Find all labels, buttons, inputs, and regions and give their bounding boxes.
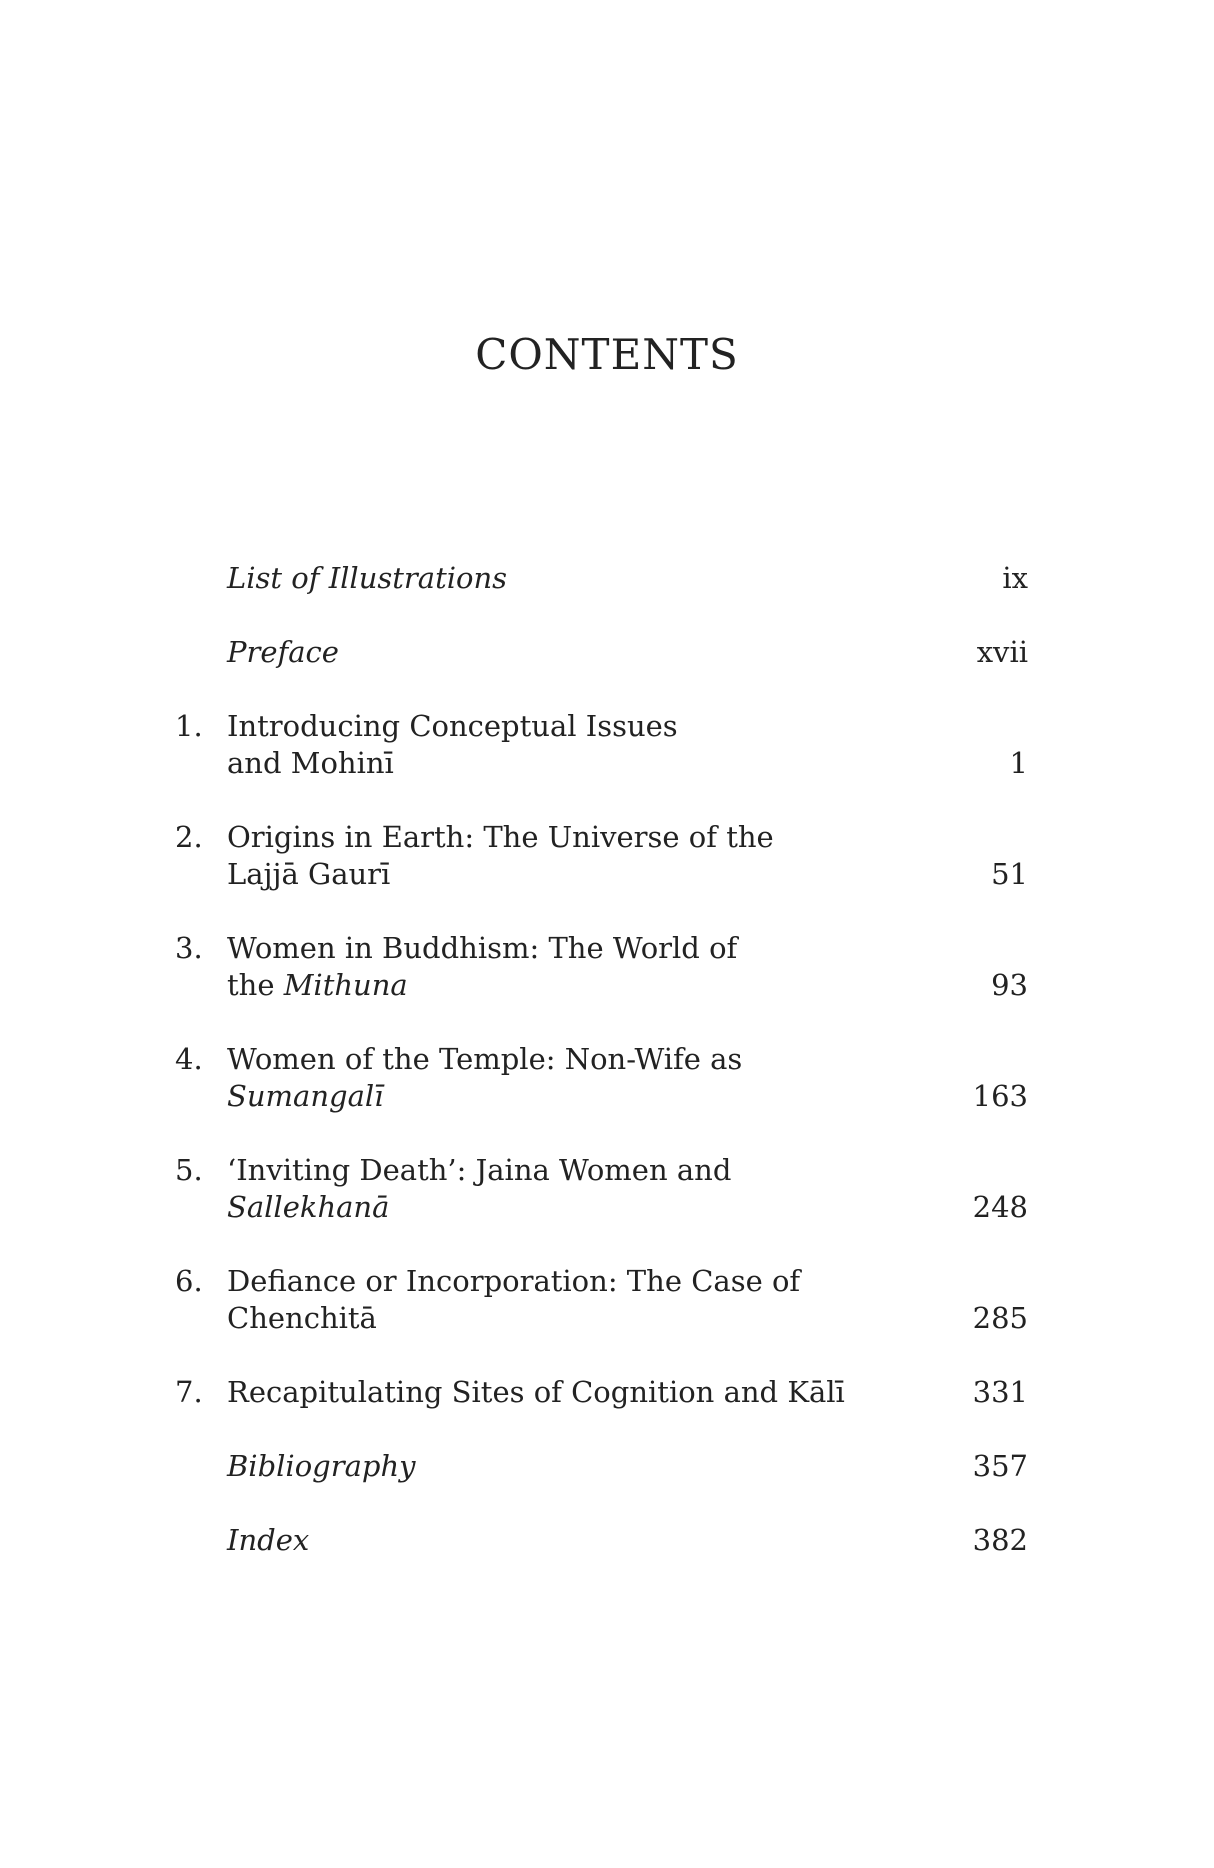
entry-title: Recapitulating Sites of Cognition and Kālī — [227, 1375, 845, 1409]
toc-entry-list-of-illustrations — [165, 560, 1028, 597]
entry-title: ‘Inviting Death’: Jaina Women and Sallekhanā — [227, 1153, 732, 1224]
toc-entry-chapter-1 — [165, 708, 1028, 782]
toc-entry-chapter-7 — [165, 1374, 1028, 1411]
entry-page: 51 — [991, 857, 1028, 891]
entry-page: 285 — [972, 1301, 1028, 1335]
entry-page: 93 — [991, 968, 1028, 1002]
entry-number: 5. — [175, 1153, 203, 1187]
entry-number: 4. — [175, 1042, 203, 1076]
entry-title: Introducing Conceptual Issues and Mohinī — [227, 709, 678, 780]
entry-page: ix — [1002, 561, 1028, 595]
toc-entry-chapter-4 — [165, 1041, 1028, 1115]
entry-number: 6. — [175, 1264, 203, 1298]
entry-page: xvii — [976, 635, 1028, 669]
toc-entry-chapter-2 — [165, 819, 1028, 893]
toc-entry-preface — [165, 634, 1028, 671]
entry-number: 3. — [175, 931, 203, 965]
entry-title: Preface — [227, 635, 339, 669]
entry-page: 1 — [1009, 746, 1028, 780]
entry-number: 1. — [175, 709, 203, 743]
entry-page: 331 — [972, 1375, 1028, 1409]
table-of-contents — [165, 560, 1028, 1596]
entry-title: Index — [227, 1523, 310, 1557]
entry-number: 7. — [175, 1375, 203, 1409]
toc-entry-chapter-5 — [165, 1152, 1028, 1226]
entry-title: Women of the Temple: Non-Wife as Sumangalī — [227, 1042, 743, 1113]
entry-title: Women in Buddhism: The World of the Mithuna — [227, 931, 738, 1002]
entry-title: List of Illustrations — [227, 561, 508, 595]
toc-entry-chapter-3 — [165, 930, 1028, 1004]
toc-entry-chapter-6 — [165, 1263, 1028, 1337]
entry-title: Origins in Earth: The Universe of the Lajjā Gaurī — [227, 820, 774, 891]
entry-page: 163 — [972, 1079, 1028, 1113]
entry-page: 357 — [972, 1449, 1028, 1483]
toc-entry-bibliography — [165, 1448, 1028, 1485]
toc-entry-index — [165, 1522, 1028, 1559]
entry-number: 2. — [175, 820, 203, 854]
entry-page: 248 — [972, 1190, 1028, 1224]
entry-page: 382 — [972, 1523, 1028, 1557]
entry-title: Defiance or Incorporation: The Case of Chenchitā — [227, 1264, 801, 1335]
entry-title: Bibliography — [227, 1449, 416, 1483]
page-title: CONTENTS — [475, 330, 739, 379]
